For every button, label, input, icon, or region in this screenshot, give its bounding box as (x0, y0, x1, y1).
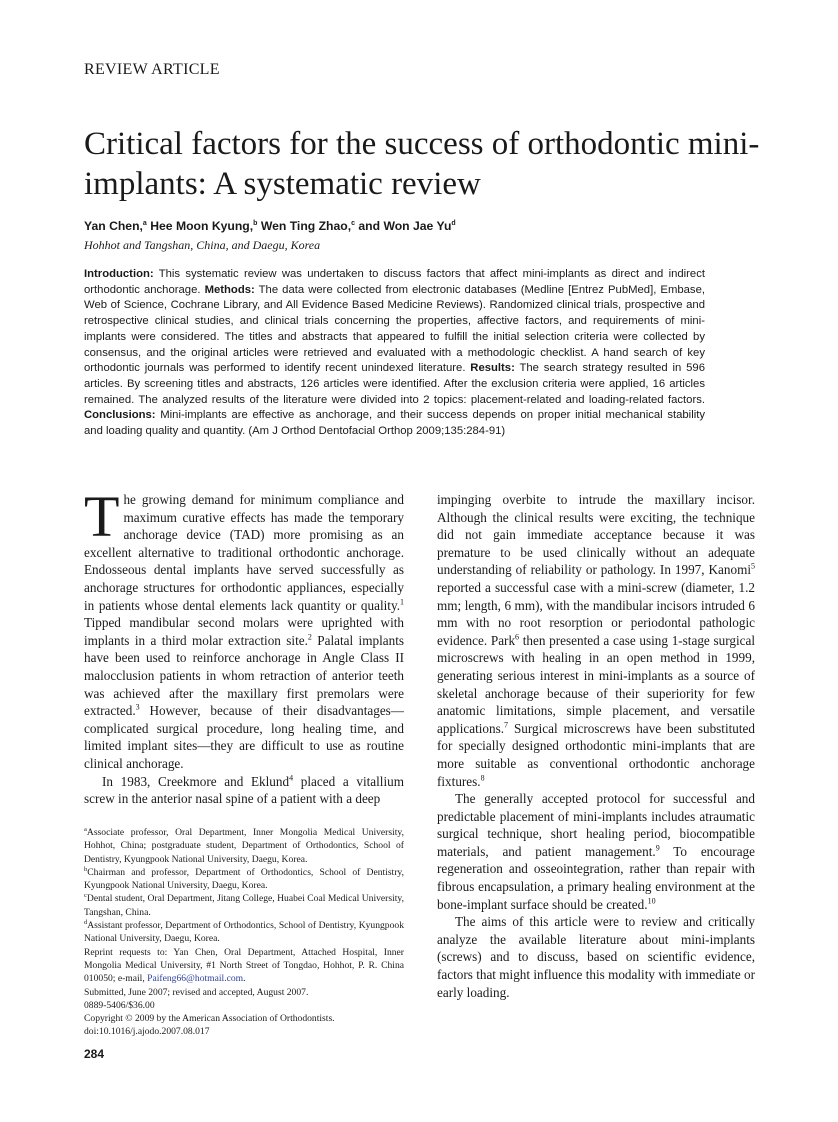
drop-cap: T (84, 484, 120, 549)
body-paragraph: The aims of this article were to review and critically analyze the available literature about mini-implants (screws) and to discuss, based on scientific evidence, factors that might influence this modality with immediate or early loading. (437, 914, 755, 1000)
body-text: impinging overbite to intrude the maxillary incisor. Although the clinical results were exciting, the technique did not gain immediate acceptance because it was premature to be used clinically without an adequate understanding of reliability or pathology. In 1997, Kanomi (437, 492, 755, 578)
reference-link[interactable]: 10 (647, 896, 656, 906)
footnote (84, 919, 404, 946)
body-text: Tipped mandibular second molars were uprighted with implants in a third molar extraction site. (84, 615, 404, 648)
body-text: reported a successful case with a mini-screw (diameter, 1.2 mm; length, 6 mm), with the mandibular incisors intruded 6 mm with no root resorption or periodontal pathologic evidence. Park (437, 579, 755, 648)
copyright: Copyright © 2009 by the American Association of Orthodontists. (84, 1013, 335, 1025)
abstract-methods-label: Methods: (204, 283, 255, 296)
reference-link[interactable]: 5 (751, 561, 755, 571)
footnote-marker: d (84, 918, 88, 926)
body-text: To encourage regeneration and osseointegration, rather than repair with fibrous encapsulation, a primary healing environment at the bone-implant surface should be created. (437, 843, 755, 912)
body-paragraph (437, 790, 755, 913)
author-locations: Hohhot and Tangshan, China, and Daegu, Korea (84, 238, 321, 252)
footnote-text: Chairman and professor, Department of Orthodontics, School of Dentistry, Kyungpook National University, Daegu, Korea. (84, 866, 404, 892)
reprint-text: Reprint requests to: Yan Chen, Oral Department, Attached Hospital, Inner Mongolia Medical University, #1 North Street of Tongdao, Hohhot, P. R. China 010050; e-mail, (84, 946, 404, 985)
email-link[interactable]: Paifeng66@hotmail.com (147, 973, 244, 985)
footnote-text: Associate professor, Oral Department, Inner Mongolia Medical University, Hohhot, China; postgraduate student, Department of Orthodontics, School of Dentistry, Kyungpook National University, Daegu, Korea. (84, 827, 404, 865)
body-text: Palatal implants have been used to reinforce anchorage in Angle Class II malocclusion patients in whom retraction of anterior teeth was achieved after the maxillary first premolars were extracted. (84, 632, 404, 719)
abstract-results-label: Results: (470, 362, 515, 375)
price-code: 0889-5406/$36.00 (84, 999, 155, 1011)
author-name: Wen Ting Zhao, (260, 219, 352, 233)
page-number: 284 (84, 1047, 105, 1061)
body-text: The generally accepted protocol for successful and predictable placement of mini-implants includes atraumatic surgical technique, short healing period, biocompatible materials, and patient management. (437, 791, 755, 859)
footnotes (84, 826, 404, 1039)
footnote-text: Assistant professor, Department of Orthodontics, School of Dentistry, Kyungpook National University, Daegu, Korea. (84, 920, 404, 945)
footnote-marker: a (84, 825, 87, 833)
reference-link[interactable]: 6 (515, 632, 520, 642)
author-affil-sup: b (253, 219, 258, 227)
body-column-left (84, 484, 404, 808)
reference-link[interactable]: 7 (504, 720, 509, 730)
body-column-right (437, 491, 755, 1001)
abstract-intro-text: This systematic review was undertaken to discuss factors that affect mini-implants as direct and indirect orthodontic anchorage. (84, 268, 705, 296)
article-title: Critical factors for the success of orthodontic mini-implants: A systematic review (84, 126, 760, 202)
abstract-methods-text: The data were collected from electronic databases (Medline [Entrez PubMed], Embase, Web of Science, Cochrane Library, and All Evidence Based Medicine Reviews). Randomized clinical trials, prospective and retrospective clinical studies, and clinical trials concerning the properties, affective factors, and requirements of mini-implants were considered. The titles and abstracts that appeared to fulfill the initial selection criteria were collected by consensus, and the original articles were retrieved and evaluated with a methodologic checklist. A hand search of key orthodontic journals was performed to identify recent unindexed literature. (84, 283, 706, 375)
footnote-marker: c (84, 892, 87, 900)
body-paragraph (437, 491, 755, 790)
reprint-text-end: . (243, 973, 246, 985)
reference-link[interactable]: 8 (480, 773, 485, 783)
footnote (84, 866, 404, 893)
author-affil-sup: c (351, 219, 355, 227)
footnote (84, 826, 404, 866)
body-text: Surgical microscrews have been substituted for specially designed orthodontic mini-implants that are more suitable as conventional orthodontic anchorage fixtures. (437, 720, 755, 789)
doi[interactable]: doi:10.1016/j.ajodo.2007.08.017 (84, 1026, 210, 1038)
abstract (84, 267, 705, 440)
author-affil-sup: a (142, 219, 147, 227)
reprint-requests (84, 946, 404, 986)
body-paragraph (84, 773, 404, 808)
abstract-conclusions-text: Mini-implants are effective as anchorage, and their success depends on proper initial mechanical stability and loading quality and quantity. (Am J Orthod Dentofacial Orthop 2009;135:284-91) (84, 409, 705, 438)
author-name: Yan Chen, (84, 219, 143, 233)
reference-link[interactable]: 3 (135, 702, 140, 712)
abstract-results-text: The search strategy resulted in 596 articles. By screening titles and abstracts, 126 articles were identified. After the exclusion criteria were applied, 16 articles remained. The analyzed results of the literature were divided into 2 topics: placement-related and loading-related factors. (84, 362, 705, 406)
footnote (84, 892, 404, 919)
body-text: However, because of their disadvantages—complicated surgical procedure, long healing time, and limited implant sites—they are difficult to use as routine clinical anchorage. (84, 703, 404, 771)
reference-link[interactable]: 9 (655, 843, 660, 853)
abstract-conclusions-label: Conclusions: (84, 409, 156, 422)
reference-link[interactable]: 2 (307, 632, 312, 642)
footnote-text: Dental student, Oral Department, Jitang College, Huabei Coal Medical University, Tangshan, China. (84, 893, 404, 918)
body-text: In 1983, Creekmore and Eklund (102, 773, 290, 789)
body-text: placed a vitallium screw in the anterior nasal spine of a patient with a deep (84, 773, 404, 807)
reference-link[interactable]: 1 (400, 597, 404, 607)
abstract-intro-label: Introduction: (84, 268, 154, 280)
author-affil-sup: d (451, 219, 456, 227)
submission-dates: Submitted, June 2007; revised and accepted, August 2007. (84, 986, 309, 998)
body-text: then presented a case using 1-stage surgical microscrews with healing in an open method in 1999, generating serious interest in mini-implants as a source of skeletal anchorage because of their superiority for few anatomic limitations, simple placement, and versatile applications. (437, 632, 755, 736)
section-label: REVIEW ARTICLE (84, 61, 220, 78)
body-text: he growing demand for minimum compliance and maximum curative effects has made the temporary anchorage device (TAD) more promising as an excellent alternative to traditional orthodontic anchorage. Endosseous dental implants have served successfully as anchorage structures for orthodontic appliances, especially in patients whose dental elements lack quantity or quality. (84, 492, 404, 613)
reference-link[interactable]: 4 (289, 773, 294, 783)
footnote-marker: b (84, 865, 88, 873)
author-list (84, 219, 456, 233)
author-name: Hee Moon Kyung, (150, 219, 254, 233)
body-paragraph (84, 484, 404, 773)
author-name: and Won Jae Yu (358, 219, 452, 233)
